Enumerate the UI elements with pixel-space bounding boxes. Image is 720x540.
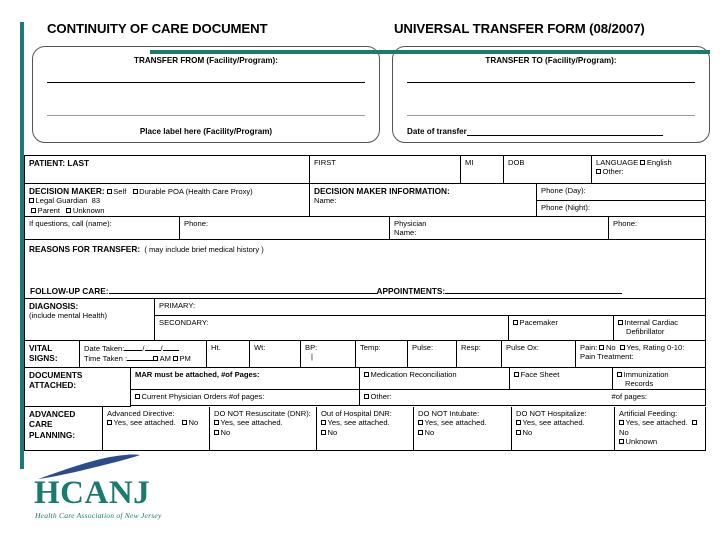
out-of-hospital-dnr-cell[interactable] xyxy=(317,407,414,451)
checkbox-icon-hospitalize-yes[interactable] xyxy=(516,420,521,425)
advanced-directive-title: Advanced Directive: xyxy=(107,409,175,418)
language-other-label: Other: xyxy=(602,167,624,177)
current-orders-cell[interactable] xyxy=(131,390,360,406)
diagnosis-sub-label: (include mental Health) xyxy=(29,311,108,321)
icd-label-line1: Internal Cardiac xyxy=(624,318,679,327)
documents-row-top xyxy=(131,368,706,390)
med-reconciliation-label: Medication Reconciliation xyxy=(370,370,457,379)
transfer-from-footer: Place label here (Facility/Program) xyxy=(139,127,273,136)
checkbox-icon-intubate-yes[interactable] xyxy=(418,420,423,425)
logo-horizontal-rule xyxy=(150,50,710,54)
follow-up-care-input[interactable] xyxy=(109,286,377,294)
transfer-to-title: TRANSFER TO (Facility/Program): xyxy=(485,56,617,65)
checkbox-icon-am[interactable] xyxy=(153,356,158,361)
checkbox-icon-current-orders[interactable] xyxy=(135,394,140,399)
diagnosis-primary-cell[interactable]: PRIMARY: xyxy=(155,299,706,316)
appointments-label: APPOINTMENTS: xyxy=(376,285,446,296)
advanced-directive-no-label: No xyxy=(188,418,199,428)
intubate-no-label: No xyxy=(424,427,435,437)
reasons-label: REASONS FOR TRANSFER: xyxy=(29,244,141,254)
pain-no-label: No xyxy=(605,343,616,352)
decision-maker-info-label: DECISION MAKER INFORMATION: xyxy=(314,186,450,196)
vitals-wt-cell[interactable]: Wt: xyxy=(250,341,301,368)
hospitalize-yes-label: Yes, see attached. xyxy=(522,418,585,428)
date-taken-day[interactable] xyxy=(145,343,161,351)
time-taken-label: Time Taken : xyxy=(84,354,128,364)
pain-treatment-label: Pain Treatment: xyxy=(580,352,634,362)
diagnosis-secondary-row xyxy=(155,316,706,341)
date-taken-label: Date Taken: xyxy=(84,344,125,353)
checkbox-icon-med-reconciliation[interactable] xyxy=(364,372,369,377)
physician-phone-cell[interactable]: Phone: xyxy=(609,217,706,240)
diagnosis-secondary-cell[interactable]: SECONDARY: xyxy=(155,316,509,341)
pacemaker-label: Pacemaker xyxy=(519,318,558,327)
pm-label: PM xyxy=(179,354,191,364)
hospitalize-no-label: No xyxy=(522,427,533,437)
date-of-transfer-line[interactable] xyxy=(467,127,663,136)
ooh-dnr-no-label: No xyxy=(327,427,338,437)
decision-maker-label: DECISION MAKER: xyxy=(29,186,105,196)
vitals-temp-cell[interactable]: Temp: xyxy=(356,341,408,368)
decision-maker-poa-label: Durable POA (Health Care Proxy) xyxy=(139,187,253,196)
pain-label: Pain: xyxy=(580,343,598,352)
time-taken-input[interactable] xyxy=(127,353,153,361)
current-orders-label: Current Physician Orders #of pages: xyxy=(141,392,265,401)
checkbox-icon-ooh-dnr-yes[interactable] xyxy=(321,420,326,425)
table-row-advanced-care xyxy=(25,407,706,451)
documents-of-pages-label: #of pages: xyxy=(611,392,647,401)
physician-label: Physician xyxy=(394,219,427,228)
patient-language-cell[interactable] xyxy=(592,156,706,184)
do-not-intubate-cell[interactable] xyxy=(414,407,512,451)
patient-first-cell[interactable]: FIRST xyxy=(310,156,461,184)
decision-maker-unknown-label: Unknown xyxy=(72,205,105,215)
date-taken-month[interactable] xyxy=(124,343,142,351)
icd-cell[interactable] xyxy=(614,316,706,341)
date-of-transfer-field[interactable] xyxy=(407,127,663,136)
table-row-reasons xyxy=(25,240,706,299)
advanced-care-label-cell xyxy=(25,407,103,451)
transfer-from-title: TRANSFER FROM (Facility/Program): xyxy=(134,56,278,65)
artificial-feeding-title: Artificial Feeding: xyxy=(619,409,678,418)
phone-night-cell[interactable]: Phone (Night): xyxy=(537,201,706,217)
immunization-cell[interactable] xyxy=(613,368,706,390)
mar-cell[interactable]: MAR must be attached, #of Pages: xyxy=(131,368,360,390)
immunization-label-line1: Immunization xyxy=(623,370,669,379)
decision-maker-information-cell[interactable] xyxy=(310,184,537,217)
if-questions-cell[interactable]: If questions, call (name): xyxy=(25,217,180,240)
feeding-yes-label: Yes, see attached. xyxy=(625,418,688,428)
reasons-hint: ( may include brief medical history ) xyxy=(144,245,264,254)
documents-other-label: Other: xyxy=(370,392,392,401)
follow-up-care-label: FOLLOW-UP CARE: xyxy=(30,285,109,296)
diagnosis-label-cell xyxy=(25,299,155,341)
transfer-form-table xyxy=(24,155,706,451)
face-sheet-cell[interactable] xyxy=(510,368,613,390)
feeding-unknown-label: Unknown xyxy=(625,437,658,447)
appointments-input[interactable] xyxy=(445,286,622,294)
diagnosis-label: DIAGNOSIS: xyxy=(29,301,79,311)
bp-separator: | xyxy=(311,352,313,362)
documents-row-bottom xyxy=(131,390,706,406)
transfer-to-line-2[interactable] xyxy=(407,115,695,116)
checkbox-icon-durable-poa[interactable] xyxy=(133,189,138,194)
vital-signs-label-cell xyxy=(25,341,80,368)
vitals-resp-cell[interactable]: Resp: xyxy=(457,341,502,368)
table-row-vitals xyxy=(25,341,706,368)
icd-label-line2: Defibrillator xyxy=(626,327,665,337)
do-not-hospitalize-cell[interactable] xyxy=(512,407,615,451)
pain-yes-label: Yes, Rating 0-10: xyxy=(626,343,685,352)
intubate-yes-label: Yes, see attached. xyxy=(424,418,487,428)
date-taken-year[interactable] xyxy=(163,343,179,351)
checkbox-icon-immunization[interactable] xyxy=(617,372,622,377)
patient-dob-cell[interactable]: DOB xyxy=(504,156,592,184)
checkbox-icon-feeding-yes[interactable] xyxy=(619,420,624,425)
checkbox-icon-self[interactable] xyxy=(107,189,112,194)
advanced-care-label-line3: PLANNING: xyxy=(29,429,76,440)
checkbox-icon-parent[interactable] xyxy=(31,208,36,213)
vitals-pulse-cell[interactable]: Pulse: xyxy=(408,341,457,368)
decision-maker-phones xyxy=(537,184,706,217)
diagnosis-entries xyxy=(155,299,706,341)
checkbox-icon-english[interactable] xyxy=(640,160,645,165)
checkbox-icon-language-other[interactable] xyxy=(596,169,601,174)
stray-mark: 83 xyxy=(91,196,101,206)
documents-label-line2: ATTACHED: xyxy=(29,380,77,391)
physician-name-label: Name: xyxy=(394,228,417,238)
advanced-directive-yes-label: Yes, see attached. xyxy=(113,418,176,428)
vitals-pain-cell[interactable] xyxy=(576,341,706,368)
table-row-patient xyxy=(25,156,706,184)
dnr-yes-label: Yes, see attached. xyxy=(220,418,283,428)
table-row-contact xyxy=(25,217,706,240)
date-of-transfer-label: Date of transfer xyxy=(407,127,467,136)
logo-wordmark: HCANJ xyxy=(34,475,151,511)
language-english-label: English xyxy=(646,158,672,167)
artificial-feeding-cell[interactable] xyxy=(615,407,706,451)
advanced-care-label-line2: CARE xyxy=(29,419,53,430)
checkbox-icon-ooh-dnr-no[interactable] xyxy=(321,430,326,435)
checkbox-icon-intubate-no[interactable] xyxy=(418,430,423,435)
feeding-no-label: No xyxy=(619,427,629,437)
immunization-label-line2: Records xyxy=(625,379,654,389)
bp-label: BP: xyxy=(305,343,318,352)
table-row-documents xyxy=(25,368,706,407)
checkbox-icon-feeding-no[interactable] xyxy=(692,420,697,425)
vital-signs-label-line2: SIGNS: xyxy=(29,353,58,364)
checkbox-icon-legal-guardian[interactable] xyxy=(29,198,34,203)
out-of-hospital-dnr-title: Out of Hospital DNR: xyxy=(321,409,392,418)
decision-maker-cell[interactable] xyxy=(25,184,310,217)
documents-label-line1: DOCUMENTS xyxy=(29,370,83,380)
face-sheet-label: Face Sheet xyxy=(520,370,560,379)
dnr-title: DO NOT Resuscitate (DNR): xyxy=(214,409,311,418)
page-title-right: UNIVERSAL TRANSFER FORM (08/2007) xyxy=(394,21,645,36)
patient-last-cell[interactable]: PATIENT: LAST xyxy=(25,156,310,184)
checkbox-icon-dnr-yes[interactable] xyxy=(214,420,219,425)
phone-day-cell[interactable]: Phone (Day): xyxy=(537,184,706,201)
checkbox-icon-icd[interactable] xyxy=(618,320,623,325)
vitals-datetime-cell[interactable]: Date Taken: / / Time Taken : AM PM xyxy=(80,341,207,368)
transfer-to-box xyxy=(392,46,710,143)
decision-maker-name-label: Name: xyxy=(314,196,337,206)
language-label: LANGUAGE xyxy=(596,158,639,167)
documents-attached-label-cell xyxy=(25,368,131,407)
vitals-ht-cell[interactable]: Ht. xyxy=(207,341,250,368)
med-reconciliation-cell[interactable] xyxy=(360,368,510,390)
logo-tagline: Health Care Association of New Jersey xyxy=(35,511,162,520)
follow-up-care-line[interactable] xyxy=(30,286,622,296)
checkbox-icon-advanced-directive-no[interactable] xyxy=(182,420,187,425)
checkbox-icon-advanced-directive-yes[interactable] xyxy=(107,420,112,425)
checkbox-icon-dnr-no[interactable] xyxy=(214,430,219,435)
transfer-from-box xyxy=(32,46,380,143)
checkbox-icon-pain-yes[interactable] xyxy=(620,345,625,350)
checkbox-icon-feeding-unknown[interactable] xyxy=(619,439,624,444)
checkbox-icon-documents-other[interactable] xyxy=(364,394,369,399)
ooh-dnr-yes-label: Yes, see attached. xyxy=(327,418,390,428)
table-row-diagnosis xyxy=(25,299,706,341)
hcanj-logo xyxy=(22,454,252,524)
decision-maker-parent-label: Parent xyxy=(37,205,60,215)
checkbox-icon-pacemaker[interactable] xyxy=(513,320,518,325)
am-label: AM xyxy=(159,354,171,364)
transfer-to-line-1[interactable] xyxy=(407,82,695,83)
checkbox-icon-face-sheet[interactable] xyxy=(514,372,519,377)
page-title-left: CONTINUITY OF CARE DOCUMENT xyxy=(47,21,268,36)
decision-maker-guardian-label: Legal Guardian xyxy=(35,196,88,206)
checkbox-icon-hospitalize-no[interactable] xyxy=(516,430,521,435)
reasons-for-transfer-cell[interactable] xyxy=(25,240,706,299)
vitals-bp-cell[interactable] xyxy=(301,341,356,368)
checkbox-icon-unknown[interactable] xyxy=(66,208,71,213)
documents-other-cell[interactable] xyxy=(360,390,706,406)
do-not-hospitalize-title: DO NOT Hospitalize: xyxy=(516,409,587,418)
pacemaker-cell[interactable] xyxy=(509,316,614,341)
transfer-from-line-1[interactable] xyxy=(47,82,365,83)
dnr-cell[interactable] xyxy=(210,407,317,451)
transfer-from-line-2[interactable] xyxy=(47,115,365,116)
vital-signs-label-line1: VITAL xyxy=(29,343,53,353)
vitals-pulse-ox-cell[interactable]: Pulse Ox: xyxy=(502,341,576,368)
advanced-care-label-line1: ADVANCED xyxy=(29,409,76,419)
dnr-no-label: No xyxy=(220,427,231,437)
checkbox-icon-pain-no[interactable] xyxy=(599,345,604,350)
contact-phone-cell[interactable]: Phone: xyxy=(180,217,390,240)
do-not-intubate-title: DO NOT Intubate: xyxy=(418,409,480,418)
patient-mi-cell[interactable]: MI xyxy=(461,156,504,184)
decision-maker-self-label: Self xyxy=(113,187,127,196)
physician-name-cell[interactable] xyxy=(390,217,609,240)
table-row-decision-maker xyxy=(25,184,706,217)
documents-entries xyxy=(131,368,706,407)
checkbox-icon-pm[interactable] xyxy=(173,356,178,361)
advanced-directive-cell[interactable] xyxy=(103,407,210,451)
